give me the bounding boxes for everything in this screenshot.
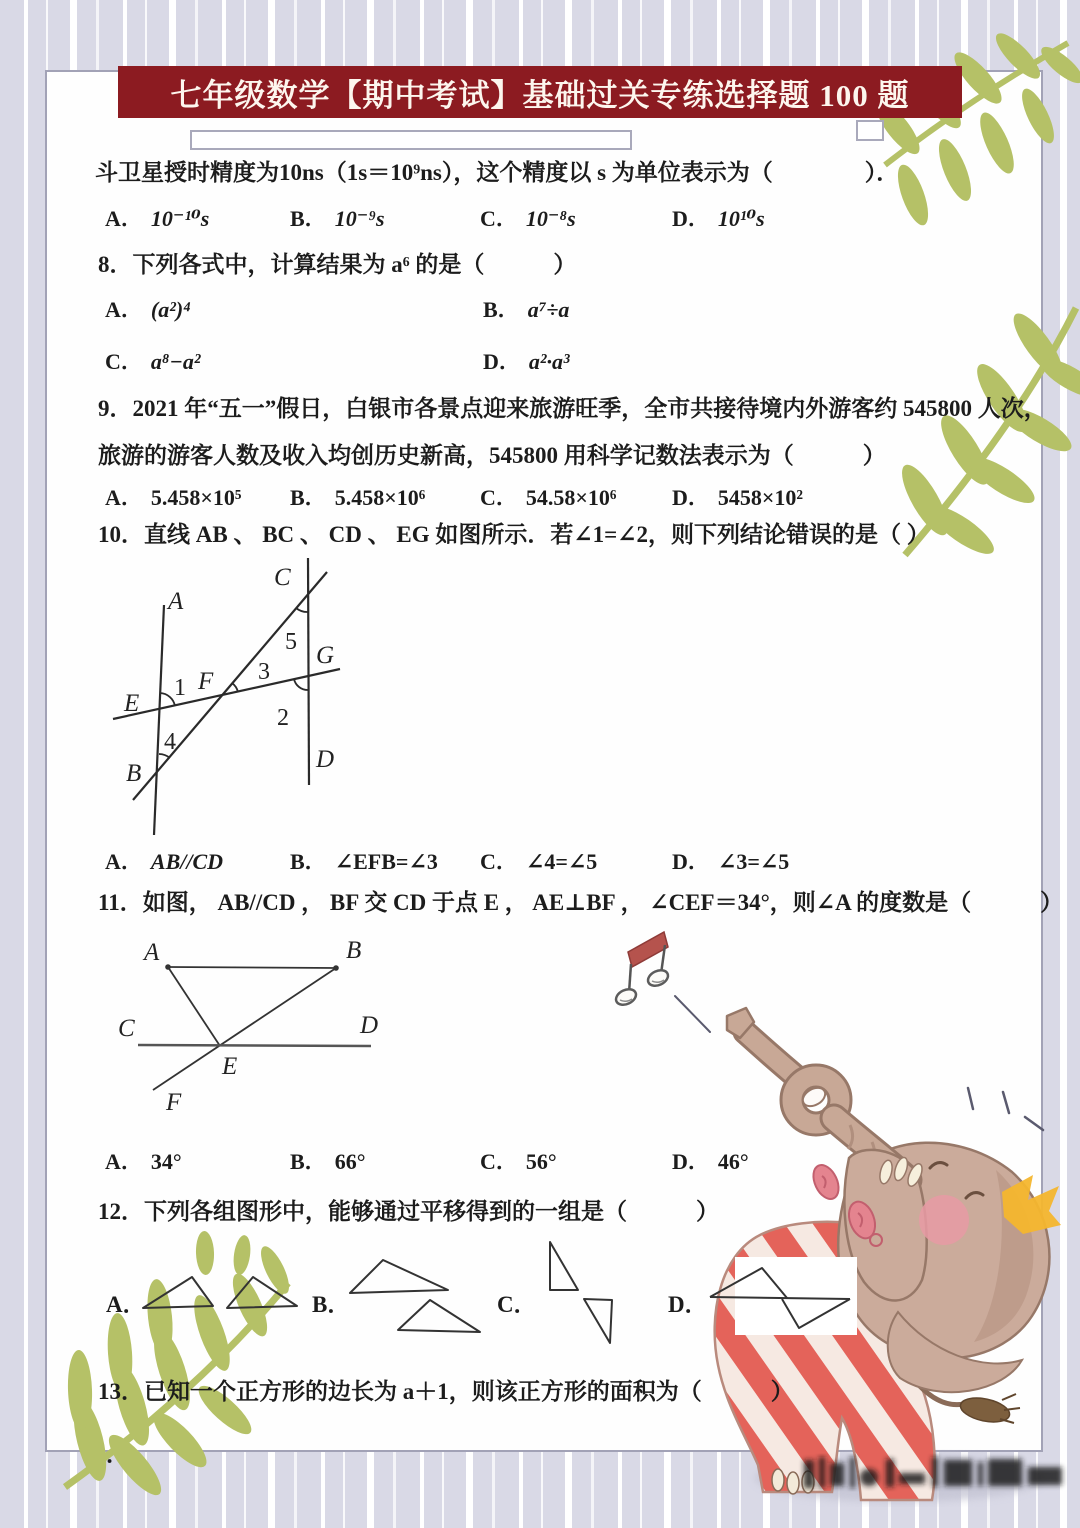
q10-point-f: F xyxy=(198,668,214,695)
q12-d-baseline xyxy=(710,1297,850,1299)
q12-d-triangle-2 xyxy=(782,1299,850,1328)
q12-a-triangle-2 xyxy=(227,1277,297,1308)
q7-option-c: C． 10⁻⁸s xyxy=(480,206,576,231)
q11-figure xyxy=(98,932,443,1127)
q10-angle-5: 5 xyxy=(285,629,297,655)
q10-point-b: B xyxy=(126,760,142,787)
q10-option-d: D． ∠3=∠5 xyxy=(672,849,790,874)
q8-option-c: C． a⁸−a² xyxy=(105,349,201,374)
q11-point-f: F xyxy=(166,1089,182,1116)
q12-stem: 12．下列各组图形中，能够通过平移得到的一组是（ ） xyxy=(98,1199,719,1224)
q9-stem-line2: 旅游的游客人数及收入均创历史新高，545800 用科学记数法表示为（ ） xyxy=(98,443,886,468)
q10-angle-1: 1 xyxy=(174,675,186,701)
q10-point-c: C xyxy=(274,564,291,591)
q11-option-a: A． 34° xyxy=(105,1149,182,1174)
q12-b-triangle-1 xyxy=(350,1260,448,1293)
q12-option-c-label: C． xyxy=(497,1292,537,1317)
placeholder-bar-fragment xyxy=(856,120,884,141)
q12-c-triangle-2 xyxy=(584,1299,612,1343)
q8-option-d: D． a²·a³ xyxy=(483,349,570,374)
q9-option-d: D． 5458×10² xyxy=(672,485,804,510)
q9-option-c: C． 54.58×10⁶ xyxy=(480,485,617,510)
q12-option-d-label: D． xyxy=(668,1292,708,1317)
q10-option-c: C． ∠4=∠5 xyxy=(480,849,598,874)
q7-option-a: A． 10⁻¹⁰s xyxy=(105,206,210,231)
q10-option-b: B． ∠EFB=∠3 xyxy=(290,849,438,874)
placeholder-bar xyxy=(190,130,632,150)
q8-option-a: A． (a²)⁴ xyxy=(105,297,191,322)
music-note-icon xyxy=(614,932,671,1008)
q10-point-e: E xyxy=(124,690,140,717)
q10-angle-4: 4 xyxy=(164,729,176,755)
q11-option-b: B． 66° xyxy=(290,1149,366,1174)
q10-point-g: G xyxy=(316,642,335,669)
page-title: 七年级数学【期中考试】基础过关专练选择题 100 题 xyxy=(170,77,910,113)
q10-point-d: D xyxy=(316,746,335,773)
q11-point-e: E xyxy=(222,1053,238,1080)
q11-point-c: C xyxy=(118,1015,135,1042)
q11-option-d: D． 46° xyxy=(672,1149,749,1174)
q10-stem: 10．直线 AB 、 BC 、 CD 、 EG 如图所示．若∠1=∠2，则下列结论错误的是（ ） xyxy=(98,522,930,547)
q9-stem-line1: 9．2021 年“五一”假日，白银市各景点迎来旅游旺季，全市共接待境内外游客约 545800 人次， xyxy=(98,396,1047,421)
q12-option-b-label: B． xyxy=(312,1292,351,1317)
q7-option-b: B． 10⁻⁹s xyxy=(290,206,385,231)
q11-point-b: B xyxy=(346,937,362,964)
q11-stem: 11．如图， AB//CD ， BF 交 CD 于点 E ， AE⊥BF ， ∠CEF＝34°，则∠A 的度数是（ ） xyxy=(98,890,1064,915)
q12-d-triangle-1 xyxy=(710,1268,787,1298)
q9-option-b: B． 5.458×10⁶ xyxy=(290,485,426,510)
q9-option-a: A． 5.458×10⁵ xyxy=(105,485,242,510)
q10-angle-2: 2 xyxy=(277,705,289,731)
q10-option-a: A． AB//CD xyxy=(105,849,224,874)
q12-a-triangle-1 xyxy=(143,1277,213,1308)
q11-option-c: C． 56° xyxy=(480,1149,557,1174)
q7-stem: 斗卫星授时精度为10ns（1s＝10⁹ns），这个精度以 s 为单位表示为（ ）． xyxy=(95,160,900,185)
q13-stem: 13．已知一个正方形的边长为 a＋1，则该正方形的面积为（ ） xyxy=(98,1379,794,1404)
q10-point-a: A xyxy=(168,588,184,615)
q12-b-triangle-2 xyxy=(398,1300,480,1332)
q12-figures xyxy=(100,1235,880,1355)
q11-point-a: A xyxy=(144,939,160,966)
q8-option-b: B． a⁷÷a xyxy=(483,297,570,322)
q8-stem: 8．下列各式中，计算结果为 a⁶ 的是（ ） xyxy=(98,252,577,277)
q12-option-a-label: A． xyxy=(106,1292,146,1317)
title-banner xyxy=(118,66,962,118)
q7-option-d: D． 10¹⁰s xyxy=(672,206,765,231)
q10-figure xyxy=(88,545,428,835)
q10-angle-3: 3 xyxy=(258,659,270,685)
q13-trailing-mark: ． xyxy=(106,1442,129,1467)
q12-c-triangle-1 xyxy=(550,1242,578,1290)
q11-point-d: D xyxy=(360,1012,379,1039)
